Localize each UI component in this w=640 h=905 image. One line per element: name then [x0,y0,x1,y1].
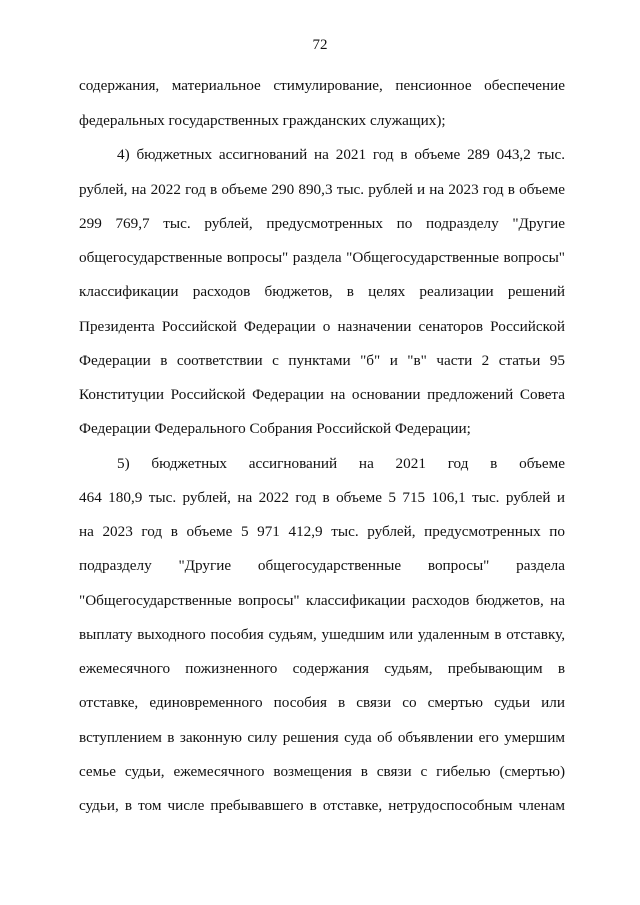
text-line: 4) бюджетных ассигнований на 2021 год в объеме 289 043,2 тыс. [117,146,565,163]
text-line: выплату выходного пособия судьям, ушедшим или удаленным в отставку, [79,626,565,643]
text-line: Федерации Федерального Собрания Российской Федерации; [79,420,471,437]
text-line: семье судьи, ежемесячного возмещения в связи с гибелью (смертью) [79,763,565,780]
text-line: общегосударственные вопросы" раздела "Общегосударственные вопросы" [79,249,565,266]
text-line: "Общегосударственные вопросы" классификации расходов бюджетов, на [79,592,565,609]
text-line: подразделу "Другие общегосударственные вопросы" раздела [79,557,565,574]
text-line: вступлением в законную силу решения суда об объявлении его умершим [79,729,565,746]
text-line: классификации расходов бюджетов, в целях реализации решений [79,283,565,300]
text-line: 5) бюджетных ассигнований на 2021 год в объеме [117,455,565,472]
text-line: отставке, единовременного пособия в связи со смертью судьи или [79,694,565,711]
text-line: содержания, материальное стимулирование, пенсионное обеспечение [79,77,565,94]
text-line: Федерации в соответствии с пунктами "б" и "в" части 2 статьи 95 [79,352,565,369]
text-line: ежемесячного пожизненного содержания судьям, пребывающим в [79,660,565,677]
text-line: 299 769,7 тыс. рублей, предусмотренных по подразделу "Другие [79,215,565,232]
text-line: Президента Российской Федерации о назначении сенаторов Российской [79,318,565,335]
text-line: 464 180,9 тыс. рублей, на 2022 год в объеме 5 715 106,1 тыс. рублей и [79,489,565,506]
text-line: рублей, на 2022 год в объеме 290 890,3 тыс. рублей и на 2023 год в объеме [79,181,565,198]
page-number: 72 [312,37,328,53]
text-line: федеральных государственных гражданских служащих); [79,112,446,129]
text-line: на 2023 год в объеме 5 971 412,9 тыс. рублей, предусмотренных по [79,523,565,540]
text-line: Конституции Российской Федерации на основании предложений Совета [79,386,565,403]
text-line: судьи, в том числе пребывавшего в отставке, нетрудоспособным членам [79,797,565,814]
